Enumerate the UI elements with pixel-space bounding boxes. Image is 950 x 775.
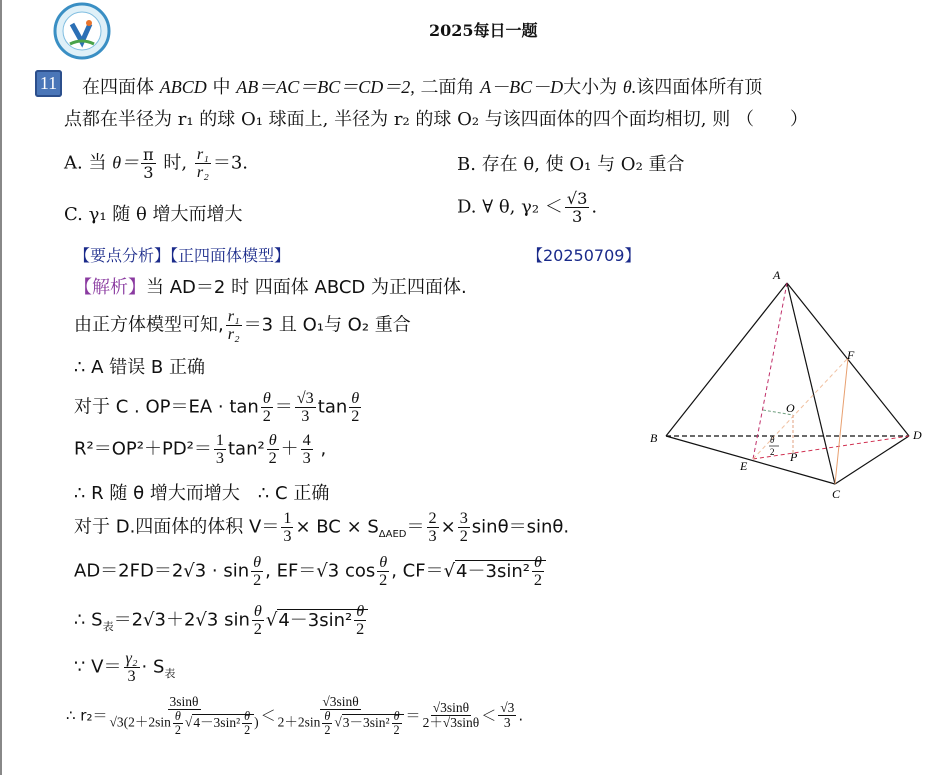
den: 3 [127,667,136,685]
subscript: ΔAED [378,529,407,541]
subscript: 表 [164,667,176,681]
fraction [110,695,259,737]
num: θ [379,553,388,571]
text: 当 [88,152,107,174]
text: 时, [163,152,188,174]
fraction [252,603,264,638]
num: 3 [459,509,468,527]
den: r₂ [227,325,240,343]
fraction [141,146,156,181]
segment-fc [835,358,848,484]
label-a: A [773,268,781,282]
text: A－BC－D [480,77,564,97]
sqrt [455,553,546,589]
den: 2＋√3sinθ [422,715,480,731]
text: AD＝2FD＝2√3 · sin [74,560,250,582]
text: ＝3 且 O₁与 O₂ 重合 [243,314,411,336]
text: 4－3sin² [456,560,530,582]
text: (2＋2sin [123,714,171,730]
den: 3 [428,527,437,545]
fraction [565,190,590,225]
num: 4 [302,431,311,449]
text: ∵ V＝ [74,656,122,678]
label-b: B [650,431,658,445]
num: 2 [428,509,437,527]
label-p: P [790,450,798,464]
den: 3 [301,407,310,425]
question-number-badge: 11 [35,70,62,97]
fraction [261,390,273,425]
den: 3 [143,163,154,182]
edge-cd [835,436,909,484]
fraction [498,701,516,730]
num: θ [262,389,271,407]
solution-line-4 [74,390,363,425]
segment-ae [753,283,787,459]
text: 在四面体 [82,77,154,98]
num: θ [253,553,262,571]
text: 对于 C . OP＝EA · tan [74,396,259,418]
angle-den: 2 [770,447,775,457]
text: ＝ [274,396,293,418]
num: √3 [500,700,515,716]
text: 二面角 [420,77,475,98]
solution-line-7 [74,510,569,545]
den: 2 [356,620,365,638]
text: θ. [622,77,637,97]
sqrt-sign: √ [334,714,342,730]
edge-ab [666,283,787,436]
text: √3 [109,714,124,730]
text: ＜ [481,706,497,725]
fraction [195,146,211,181]
text: θ＝ [112,152,140,173]
fraction [173,710,183,737]
sqrt-sign: √ [443,560,456,582]
text: 对于 D.四面体的体积 V＝ [74,516,280,538]
text: ＜ [260,706,276,725]
text: . [518,706,524,725]
num: 3sinθ [169,694,199,709]
den: 2 [393,722,400,737]
num: θ [174,709,181,724]
text: R²＝OP²＋PD²＝ [74,438,212,460]
num: θ [253,602,262,620]
solution-line-2 [74,308,411,343]
solution-line-3: ∴ A 错误 B 正确 [74,357,206,378]
fraction [354,603,366,638]
fraction [242,710,252,737]
text: tan [317,396,348,418]
den: 2 [244,722,251,737]
num: √3sinθ [432,700,470,716]
solution-line-11 [66,695,523,737]
den: 3 [302,449,311,467]
solution-line-6: ∴ R 随 θ 增大而增大 ∴ C 正确 [74,483,330,504]
num: √3 [296,389,314,407]
edge-bc [666,436,835,484]
school-logo [52,2,112,64]
solution-label: 【解析】 [74,277,146,298]
num: θ [533,553,542,571]
sqrt-sign: √ [265,609,278,631]
text: 大小为 [563,77,618,98]
solution-line-8 [74,554,546,589]
fraction [427,510,439,545]
text: D. ∀ θ, γ₂ ＜ [457,196,563,218]
sqrt [192,709,254,737]
den: 2 [253,571,262,589]
option-c: C. γ₁ 随 θ 增大而增大 [64,204,243,225]
den: 2 [379,571,388,589]
den [278,710,404,737]
segment-ef [753,358,848,459]
fraction [251,554,263,589]
fraction [377,554,389,589]
option-b: B. 存在 θ, 使 O₁ 与 O₂ 重合 [457,154,685,175]
text: tan² [228,438,265,460]
label-d: D [913,428,922,442]
solution-line-10 [74,650,175,685]
text: AB＝AC＝BC＝CD＝2, [236,77,415,97]
num: r₁ [196,145,209,163]
num: √3 [566,189,588,208]
text: ∴ r₂＝ [66,706,108,725]
num: r₁ [227,307,240,325]
text: , CF＝ [391,560,444,582]
num: π [143,145,154,164]
text: ∴ S [74,609,103,631]
fraction [349,390,361,425]
text: ＝ [405,706,421,725]
text: · S [141,656,165,678]
fraction [532,554,544,589]
text: . [591,196,598,218]
den: 3 [283,527,292,545]
num: θ [351,389,360,407]
text: 该四面体所有顶 [636,77,763,98]
fraction [392,710,402,737]
question-line-2: 点都在半径为 r₁ 的球 O₁ 球面上, 半径为 r₂ 的球 O₂ 与该四面体的四个面均相切, 则 （ ） [64,109,808,130]
question-line-1 [82,73,762,99]
num: 1 [215,431,224,449]
tetrahedron-figure [642,265,932,505]
den: 2 [459,527,468,545]
text: × [440,516,456,538]
text: ＝ [406,516,425,538]
sqrt [342,709,404,737]
num: θ [393,709,400,724]
text: 当 AD＝2 时 四面体 ABCD 为正四面体. [146,277,467,298]
text: 4－3sin² [278,609,353,631]
fraction [124,650,140,685]
text: ＋ [280,438,299,460]
subscript: 表 [102,620,114,634]
text: 4－3sin² [193,714,241,730]
fraction [214,432,226,467]
text: ＝2√3＋2√3 sin [113,609,250,631]
text: ) [254,714,259,730]
label-e: E [740,459,748,473]
den: 2 [174,722,181,737]
option-d [457,190,597,225]
text: 中 [212,77,231,98]
num: γ₂ [125,649,138,667]
solution-line-9 [74,603,368,638]
label-o: O [786,401,795,415]
fraction [226,308,242,343]
fraction [278,695,404,737]
text: × BC × S [295,516,379,538]
den: 3 [215,449,224,467]
num: θ [244,709,251,724]
den: 2 [533,571,542,589]
segment-ed [753,436,909,459]
solution-line-5 [74,432,326,467]
page-title: 2025每日一题 [429,21,538,40]
den: r₂ [196,163,209,181]
fraction [267,432,279,467]
text: ABCD [159,77,207,97]
num: √3sinθ [322,694,359,709]
den: 3 [503,715,511,731]
text: 2＋2sin [277,714,321,730]
fraction [281,510,293,545]
sqrt-sign: √ [184,714,193,730]
fraction [458,510,470,545]
date-label: 【20250709】 [527,246,641,265]
text: , EF＝√3 cos [265,560,376,582]
fraction [301,432,313,467]
num: 1 [283,509,292,527]
sqrt [277,602,368,638]
den: 2 [324,722,331,737]
text: 3－3sin² [342,714,390,730]
den: 2 [351,407,360,425]
key-points-label: 【要点分析】【正四面体模型】 [74,246,291,265]
label-f: F [847,348,855,362]
num: θ [324,709,331,724]
den: 3 [571,207,583,226]
den: 2 [253,620,262,638]
text: ＝3. [212,152,249,174]
fraction [322,710,332,737]
text: sinθ＝sinθ. [471,516,570,538]
fraction [295,390,316,425]
num: θ [356,602,365,620]
text: A. [64,152,83,174]
label-c: C [832,487,841,501]
num: θ [268,431,277,449]
fraction [423,701,480,730]
text: 由正方体模型可知, [74,314,224,336]
solution-line-1 [74,273,467,299]
den: 2 [262,407,271,425]
text: , [314,438,327,460]
den [110,710,259,737]
angle-num: θ [770,435,775,445]
den: 2 [268,449,277,467]
option-a [64,146,248,181]
